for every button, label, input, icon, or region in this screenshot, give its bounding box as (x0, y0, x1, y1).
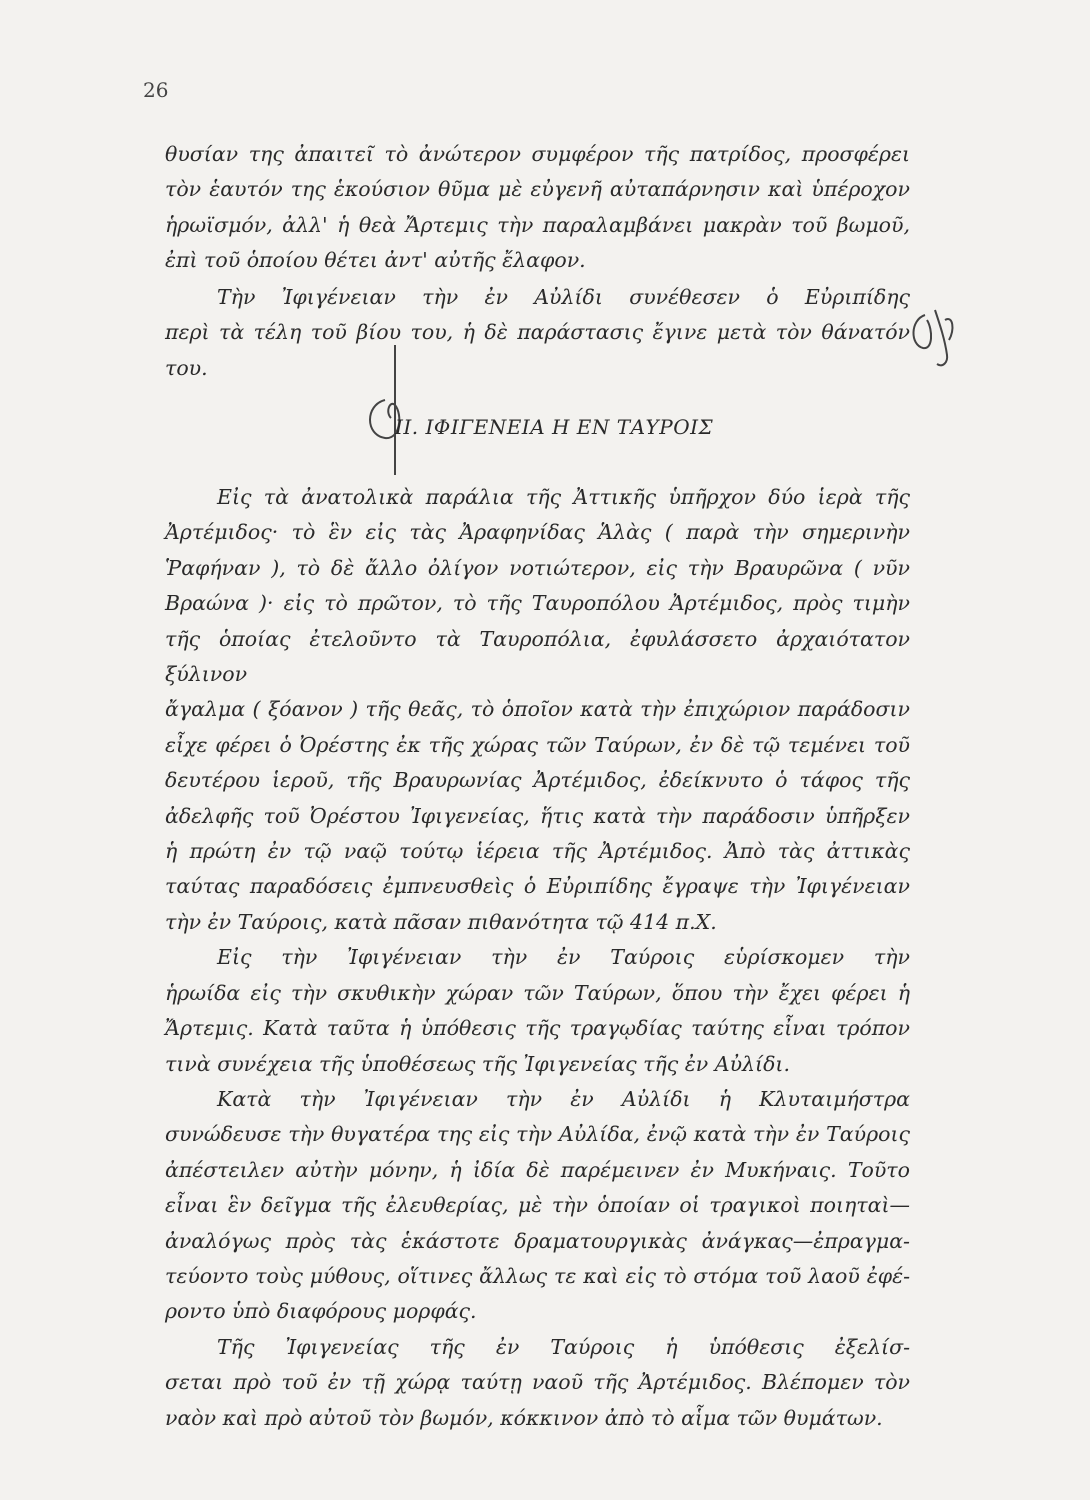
text-line: περὶ τὰ τέλη τοῦ βίου του, ἡ δὲ παράστασις ἔγινε μετὰ τὸν θάνατόν του. (165, 320, 910, 380)
text-line: Τῆς Ἰφιγενείας τῆς ἐν Ταύροις ἡ ὑπόθεσις ἐξελίσ- (217, 1334, 910, 1359)
text-line: Κατὰ τὴν Ἰφιγένειαν τὴν ἐν Αὐλίδι ἡ Κλυταιμήστρα (217, 1086, 910, 1111)
text-line: Εἰς τὰ ἀνατολικὰ παράλια τῆς Ἀττικῆς ὑπῆρχον δύο ἱερὰ τῆς (217, 485, 910, 509)
text-line: Ἀρτέμιδος· τὸ ἓν εἰς τὰς Ἀραφηνίδας Ἁλὰς ( παρὰ τὴν σημερινὴν (165, 520, 910, 545)
text-line: Εἰς τὴν Ἰφιγένειαν τὴν ἐν Ταύροις εὑρίσκομεν τὴν (217, 945, 910, 970)
page-number: 26 (143, 78, 169, 102)
text-line: ἡ πρώτη ἐν τῷ ναῷ τούτῳ ἱέρεια τῆς Ἀρτέμιδος. Ἀπὸ τὰς ἀττικὰς (165, 839, 910, 864)
text-line: Ἄρτεμις. Κατὰ ταῦτα ἡ ὑπόθεσις τῆς τραγῳδίας ταύτης εἶναι τρόπον (165, 1016, 910, 1041)
text-line: Ῥαφήναν ), τὸ δὲ ἄλλο ὀλίγον νοτιώτερον, εἰς τὴν Βραυρῶνα ( νῦν (165, 555, 910, 580)
text-line: ἀπέστειλεν αὐτὴν μόνην, ἡ ἰδία δὲ παρέμεινεν ἐν Μυκήναις. Τοῦτο (165, 1157, 910, 1182)
text-line: ροντο ὑπὸ διαφόρους μορφάς. (165, 1299, 477, 1324)
text-line: σεται πρὸ τοῦ ἐν τῇ χώρᾳ ταύτῃ ναοῦ τῆς Ἀρτέμιδος. Βλέπομεν τὸν (165, 1370, 910, 1395)
heading-handwriting-mark (355, 340, 415, 480)
body-text (165, 480, 910, 1436)
second-paragraph (165, 280, 910, 386)
text-line: ταύτας παραδόσεις ἐμπνευσθεὶς ὁ Εὐριπίδης ἔγραψε τὴν Ἰφιγένειαν (165, 874, 910, 899)
text-line: Τὴν Ἰφιγένειαν τὴν ἐν Αὐλίδι συνέθεσεν ὁ Εὐριπίδης (217, 285, 910, 309)
text-line: δευτέρου ἱεροῦ, τῆς Βραυρωνίας Ἀρτέμιδος, ἐδείκνυτο ὁ τάφος τῆς (165, 768, 910, 793)
text-line: ἐπὶ τοῦ ὁποίου θέτει ἀντ' αὐτῆς ἔλαφον. (165, 248, 586, 273)
text-line: θυσίαν της ἀπαιτεῖ τὸ ἀνώτερον συμφέρον τῆς πατρίδος, προσφέρει (165, 142, 910, 166)
text-line: τεύοντο τοὺς μύθους, οἵτινες ἄλλως τε καὶ εἰς τὸ στόμα τοῦ λαοῦ ἐφέ- (165, 1263, 910, 1288)
text-line: ἡρωίδα εἰς τὴν σκυθικὴν χώραν τῶν Ταύρων, ὅπου τὴν ἔχει φέρει ἡ (165, 980, 910, 1005)
text-line: Βραώνα )· εἰς τὸ πρῶτον, τὸ τῆς Ταυροπόλου Ἀρτέμιδος, πρὸς τιμὴν (165, 591, 910, 616)
text-line: ἄγαλμα ( ξόανον ) τῆς θεᾶς, τὸ ὁποῖον κατὰ τὴν ἐπιχώριον παράδοσιν (165, 697, 910, 722)
margin-handwriting-mark (905, 300, 960, 375)
text-line: τῆς ὁποίας ἐτελοῦντο τὰ Ταυροπόλια, ἐφυλάσσετο ἀρχαιότατον ξύλινον (165, 626, 910, 687)
top-paragraph (165, 137, 910, 279)
text-line: τὴν ἐν Ταύροις, κατὰ πᾶσαν πιθανότητα τῷ 414 π.Χ. (165, 909, 717, 934)
text-line: ναὸν καὶ πρὸ αὐτοῦ τὸν βωμόν, κόκκινον ἀπὸ τὸ αἷμα τῶν θυμάτων. (165, 1405, 883, 1430)
text-line: τὸν ἑαυτόν της ἑκούσιον θῦμα μὲ εὐγενῆ αὐταπάρνησιν καὶ ὑπέροχον (165, 177, 910, 202)
text-line: ἀδελφῆς τοῦ Ὀρέστου Ἰφιγενείας, ἥτις κατὰ τὴν παράδοσιν ὑπῆρξεν (165, 803, 910, 828)
text-line: εἶναι ἓν δεῖγμα τῆς ἐλευθερίας, μὲ τὴν ὁποίαν οἱ τραγικοὶ ποιηταὶ— (165, 1193, 910, 1218)
text-line: τινὰ συνέχεια τῆς ὑποθέσεως τῆς Ἰφιγενείας τῆς ἐν Αὐλίδι. (165, 1051, 790, 1076)
text-line: συνώδευσε τὴν θυγατέρα της εἰς τὴν Αὐλίδα, ἐνῷ κατὰ τὴν ἐν Ταύροις (165, 1122, 910, 1147)
text-line: ἡρωϊσμόν, ἀλλ' ἡ θεὰ Ἄρτεμις τὴν παραλαμβάνει μακρὰν τοῦ βωμοῦ, (165, 212, 910, 237)
section-heading: II. ΙΦΙΓΕΝΕΙΑ Η ΕΝ ΤΑΥΡΟΙΣ (395, 415, 714, 439)
text-line: ἀναλόγως πρὸς τὰς ἑκάστοτε δραματουργικὰς ἀνάγκας—ἐπραγμα- (165, 1228, 910, 1253)
text-line: εἶχε φέρει ὁ Ὀρέστης ἐκ τῆς χώρας τῶν Ταύρων, ἐν δὲ τῷ τεμένει τοῦ (165, 732, 910, 757)
